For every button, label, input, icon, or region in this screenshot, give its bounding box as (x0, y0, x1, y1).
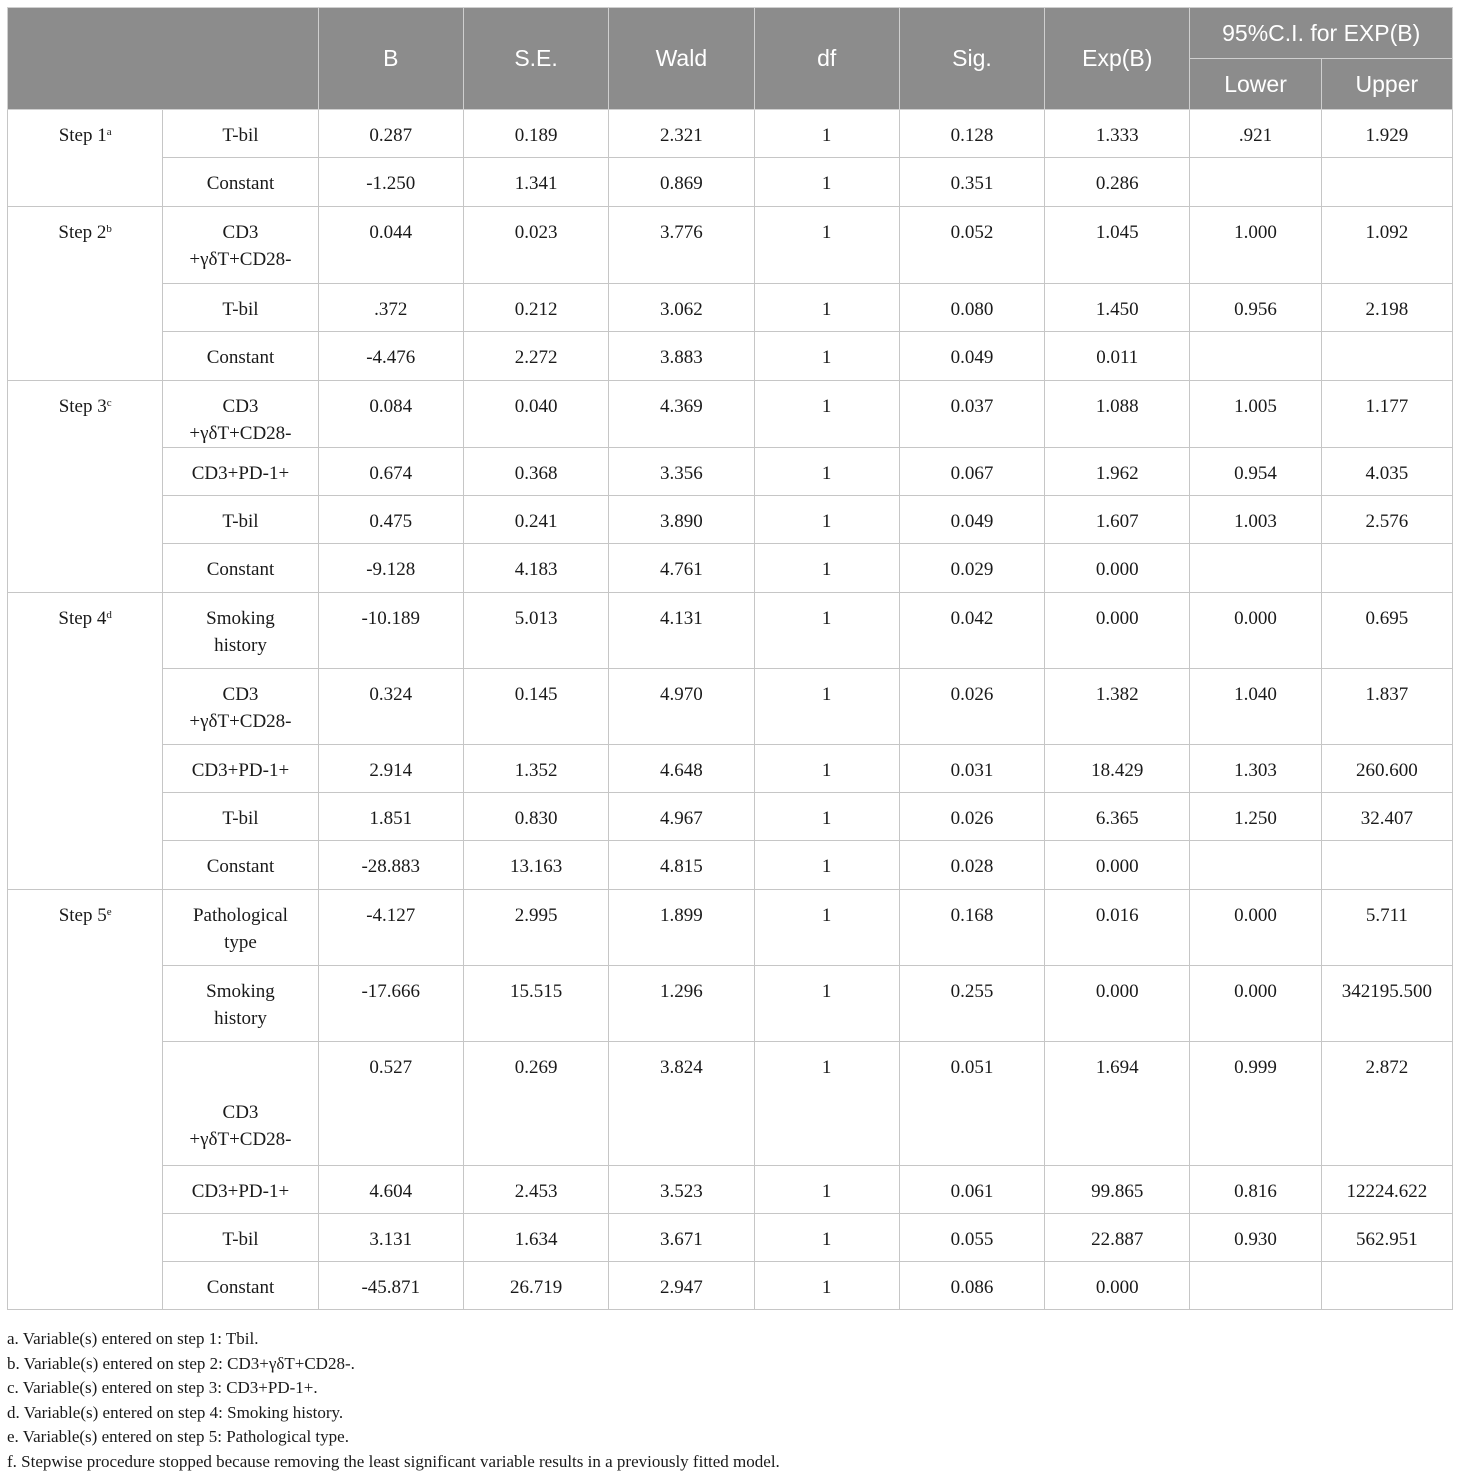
table-row (8, 793, 1453, 841)
table-row (8, 544, 1453, 593)
table-row (8, 1214, 1453, 1262)
cell-variable: T-bil (163, 1214, 318, 1262)
cell-variable: CD3+PD-1+ (163, 448, 318, 496)
step-footnote-mark: a (106, 126, 112, 138)
cell-ci-upper (1321, 158, 1452, 207)
cell-expb: 1.333 (1045, 110, 1190, 158)
cell-expb: 1.962 (1045, 448, 1190, 496)
cell-b: 0.527 (318, 1042, 463, 1166)
cell-b: -10.189 (318, 593, 463, 669)
cell-ci-upper (1321, 332, 1452, 381)
cell-df: 1 (754, 381, 899, 448)
table-row (8, 1042, 1453, 1166)
cell-se: 15.515 (463, 966, 608, 1042)
cell-wald: 1.899 (609, 890, 754, 966)
header-wald: Wald (609, 8, 754, 110)
footnote: d. Variable(s) entered on step 4: Smoking history. (7, 1402, 344, 1422)
cell-sig: 0.049 (899, 332, 1044, 381)
cell-variable: CD3 +γδT+CD28- (163, 1042, 318, 1166)
step-label-text: Step 5 (58, 905, 107, 926)
cell-se: 2.995 (463, 890, 608, 966)
table-row (8, 207, 1453, 284)
cell-ci-upper: 5.711 (1321, 890, 1452, 966)
cell-ci-upper (1321, 841, 1452, 890)
cell-wald: 4.131 (609, 593, 754, 669)
cell-ci-lower: 1.005 (1190, 381, 1321, 448)
cell-b: 0.475 (318, 496, 463, 544)
cell-sig: 0.067 (899, 448, 1044, 496)
cell-b: -4.127 (318, 890, 463, 966)
cell-variable: T-bil (163, 110, 318, 158)
cell-b: 0.674 (318, 448, 463, 496)
table-row (8, 669, 1453, 745)
cell-b: 3.131 (318, 1214, 463, 1262)
cell-ci-upper (1321, 544, 1452, 593)
cell-sig: 0.037 (899, 381, 1044, 448)
cell-expb: 0.286 (1045, 158, 1190, 207)
step-label (8, 890, 163, 1310)
cell-wald: 4.815 (609, 841, 754, 890)
step-label (8, 207, 163, 381)
step-label-text: Step 4 (58, 608, 107, 629)
cell-sig: 0.026 (899, 793, 1044, 841)
cell-df: 1 (754, 110, 899, 158)
table-row (8, 593, 1453, 669)
cell-ci-lower (1190, 158, 1321, 207)
table-row (8, 966, 1453, 1042)
cell-ci-upper: 1.177 (1321, 381, 1452, 448)
cell-variable: T-bil (163, 284, 318, 332)
cell-variable: CD3 +γδT+CD28- (163, 207, 318, 284)
step-label (8, 110, 163, 207)
cell-expb: 1.607 (1045, 496, 1190, 544)
cell-variable: CD3+PD-1+ (163, 1166, 318, 1214)
cell-wald: 0.869 (609, 158, 754, 207)
table-row (8, 841, 1453, 890)
cell-b: 0.044 (318, 207, 463, 284)
cell-b: .372 (318, 284, 463, 332)
header-df: df (754, 8, 899, 110)
cell-variable: Smoking history (163, 966, 318, 1042)
cell-expb: 0.000 (1045, 1262, 1190, 1310)
cell-df: 1 (754, 1042, 899, 1166)
cell-expb: 1.694 (1045, 1042, 1190, 1166)
step-label-text: Step 2 (58, 222, 107, 243)
step-label (8, 593, 163, 890)
cell-se: 2.453 (463, 1166, 608, 1214)
cell-variable: CD3 +γδT+CD28- (163, 669, 318, 745)
cell-se: 4.183 (463, 544, 608, 593)
cell-expb: 0.016 (1045, 890, 1190, 966)
cell-df: 1 (754, 745, 899, 793)
cell-expb: 0.000 (1045, 593, 1190, 669)
step-label (8, 381, 163, 593)
header-b: B (318, 8, 463, 110)
regression-table (7, 7, 1453, 1310)
cell-wald: 1.296 (609, 966, 754, 1042)
cell-df: 1 (754, 890, 899, 966)
cell-df: 1 (754, 966, 899, 1042)
cell-ci-upper: 32.407 (1321, 793, 1452, 841)
cell-ci-lower: 0.000 (1190, 593, 1321, 669)
cell-sig: 0.055 (899, 1214, 1044, 1262)
table-row (8, 158, 1453, 207)
table-row (8, 448, 1453, 496)
cell-ci-upper: 2.198 (1321, 284, 1452, 332)
cell-ci-upper: 2.576 (1321, 496, 1452, 544)
cell-wald: 3.883 (609, 332, 754, 381)
table-row (8, 284, 1453, 332)
cell-b: 0.324 (318, 669, 463, 745)
table-row (8, 1262, 1453, 1310)
cell-df: 1 (754, 593, 899, 669)
cell-ci-upper: 562.951 (1321, 1214, 1452, 1262)
cell-b: 2.914 (318, 745, 463, 793)
cell-ci-upper (1321, 1262, 1452, 1310)
footnotes (7, 1327, 1453, 1475)
cell-df: 1 (754, 448, 899, 496)
cell-variable: Constant (163, 841, 318, 890)
cell-variable: CD3 +γδT+CD28- (163, 381, 318, 448)
table-row (8, 496, 1453, 544)
cell-variable: T-bil (163, 496, 318, 544)
cell-sig: 0.026 (899, 669, 1044, 745)
cell-ci-lower (1190, 332, 1321, 381)
cell-expb: 0.000 (1045, 966, 1190, 1042)
cell-df: 1 (754, 496, 899, 544)
cell-sig: 0.061 (899, 1166, 1044, 1214)
cell-b: 0.084 (318, 381, 463, 448)
cell-ci-upper: 342195.500 (1321, 966, 1452, 1042)
cell-df: 1 (754, 158, 899, 207)
table-header (8, 8, 1453, 110)
cell-sig: 0.028 (899, 841, 1044, 890)
cell-df: 1 (754, 669, 899, 745)
cell-df: 1 (754, 207, 899, 284)
cell-sig: 0.168 (899, 890, 1044, 966)
cell-se: 1.341 (463, 158, 608, 207)
cell-ci-lower: 1.303 (1190, 745, 1321, 793)
cell-se: 0.269 (463, 1042, 608, 1166)
cell-se: 13.163 (463, 841, 608, 890)
cell-df: 1 (754, 793, 899, 841)
cell-b: -9.128 (318, 544, 463, 593)
cell-ci-upper: 1.929 (1321, 110, 1452, 158)
cell-se: 0.830 (463, 793, 608, 841)
cell-df: 1 (754, 284, 899, 332)
cell-ci-upper: 2.872 (1321, 1042, 1452, 1166)
footnote: f. Stepwise procedure stopped because removing the least significant variable results in a previously fitted model. (7, 1451, 780, 1471)
cell-se: 0.241 (463, 496, 608, 544)
cell-se: 1.352 (463, 745, 608, 793)
cell-df: 1 (754, 1166, 899, 1214)
cell-df: 1 (754, 841, 899, 890)
cell-ci-lower: 1.000 (1190, 207, 1321, 284)
cell-wald: 4.967 (609, 793, 754, 841)
step-label-text: Step 3 (58, 396, 107, 417)
table-row (8, 745, 1453, 793)
cell-sig: 0.051 (899, 1042, 1044, 1166)
cell-wald: 3.776 (609, 207, 754, 284)
cell-se: 0.212 (463, 284, 608, 332)
cell-wald: 2.947 (609, 1262, 754, 1310)
cell-ci-upper: 260.600 (1321, 745, 1452, 793)
cell-ci-lower: 0.816 (1190, 1166, 1321, 1214)
cell-variable: CD3+PD-1+ (163, 745, 318, 793)
cell-df: 1 (754, 544, 899, 593)
cell-sig: 0.128 (899, 110, 1044, 158)
cell-expb: 6.365 (1045, 793, 1190, 841)
cell-ci-upper: 12224.622 (1321, 1166, 1452, 1214)
cell-variable: Constant (163, 158, 318, 207)
step-footnote-mark: d (106, 609, 112, 621)
cell-sig: 0.255 (899, 966, 1044, 1042)
cell-wald: 3.824 (609, 1042, 754, 1166)
cell-se: 0.023 (463, 207, 608, 284)
cell-ci-lower: 1.040 (1190, 669, 1321, 745)
cell-b: 1.851 (318, 793, 463, 841)
cell-variable: Constant (163, 1262, 318, 1310)
table-body (8, 110, 1453, 1310)
footnote: a. Variable(s) entered on step 1: Tbil. (7, 1329, 259, 1348)
cell-se: 26.719 (463, 1262, 608, 1310)
cell-variable: Smoking history (163, 593, 318, 669)
cell-sig: 0.029 (899, 544, 1044, 593)
footnote: c. Variable(s) entered on step 3: CD3+PD-1+. (7, 1378, 318, 1398)
cell-df: 1 (754, 1262, 899, 1310)
cell-b: 0.287 (318, 110, 463, 158)
cell-expb: 1.088 (1045, 381, 1190, 448)
cell-sig: 0.031 (899, 745, 1044, 793)
cell-ci-lower: .921 (1190, 110, 1321, 158)
header-upper: Upper (1321, 59, 1452, 110)
cell-ci-lower: 0.000 (1190, 890, 1321, 966)
cell-wald: 4.369 (609, 381, 754, 448)
footnote: b. Variable(s) entered on step 2: CD3+γδT+CD28-. (7, 1353, 355, 1373)
cell-b: -28.883 (318, 841, 463, 890)
cell-wald: 3.062 (609, 284, 754, 332)
step-footnote-mark: e (106, 906, 112, 918)
cell-b: -4.476 (318, 332, 463, 381)
cell-se: 0.145 (463, 669, 608, 745)
cell-ci-lower: 0.956 (1190, 284, 1321, 332)
step-footnote-mark: b (106, 223, 112, 235)
header-blank (8, 8, 319, 110)
cell-ci-lower: 0.000 (1190, 966, 1321, 1042)
cell-wald: 4.761 (609, 544, 754, 593)
table-row (8, 890, 1453, 966)
cell-se: 2.272 (463, 332, 608, 381)
cell-ci-lower: 1.003 (1190, 496, 1321, 544)
cell-df: 1 (754, 332, 899, 381)
cell-variable: Pathological type (163, 890, 318, 966)
cell-se: 5.013 (463, 593, 608, 669)
cell-variable: Constant (163, 332, 318, 381)
cell-wald: 4.970 (609, 669, 754, 745)
cell-se: 0.368 (463, 448, 608, 496)
cell-se: 0.040 (463, 381, 608, 448)
cell-expb: 22.887 (1045, 1214, 1190, 1262)
header-se: S.E. (463, 8, 608, 110)
cell-expb: 1.450 (1045, 284, 1190, 332)
cell-expb: 0.000 (1045, 841, 1190, 890)
header-expb: Exp(B) (1045, 8, 1190, 110)
cell-ci-lower: 0.999 (1190, 1042, 1321, 1166)
cell-wald: 3.523 (609, 1166, 754, 1214)
cell-sig: 0.042 (899, 593, 1044, 669)
cell-variable: Constant (163, 544, 318, 593)
cell-sig: 0.052 (899, 207, 1044, 284)
cell-ci-lower (1190, 1262, 1321, 1310)
cell-expb: 99.865 (1045, 1166, 1190, 1214)
cell-ci-lower (1190, 841, 1321, 890)
cell-ci-upper: 1.837 (1321, 669, 1452, 745)
cell-expb: 0.011 (1045, 332, 1190, 381)
cell-b: -1.250 (318, 158, 463, 207)
cell-b: -17.666 (318, 966, 463, 1042)
header-ci-group: 95%C.I. for EXP(B) (1190, 8, 1453, 59)
cell-ci-upper: 1.092 (1321, 207, 1452, 284)
cell-ci-upper: 4.035 (1321, 448, 1452, 496)
cell-b: -45.871 (318, 1262, 463, 1310)
cell-expb: 18.429 (1045, 745, 1190, 793)
cell-b: 4.604 (318, 1166, 463, 1214)
cell-wald: 2.321 (609, 110, 754, 158)
cell-ci-lower: 0.930 (1190, 1214, 1321, 1262)
table-row (8, 332, 1453, 381)
cell-ci-upper: 0.695 (1321, 593, 1452, 669)
cell-wald: 3.890 (609, 496, 754, 544)
footnote: e. Variable(s) entered on step 5: Pathological type. (7, 1427, 349, 1447)
cell-wald: 4.648 (609, 745, 754, 793)
header-lower: Lower (1190, 59, 1321, 110)
cell-se: 1.634 (463, 1214, 608, 1262)
table-row (8, 381, 1453, 448)
cell-sig: 0.086 (899, 1262, 1044, 1310)
table-row (8, 110, 1453, 158)
cell-expb: 1.382 (1045, 669, 1190, 745)
cell-expb: 0.000 (1045, 544, 1190, 593)
cell-df: 1 (754, 1214, 899, 1262)
step-label-text: Step 1 (58, 125, 107, 146)
cell-se: 0.189 (463, 110, 608, 158)
cell-sig: 0.049 (899, 496, 1044, 544)
step-footnote-mark: c (106, 397, 112, 409)
cell-wald: 3.356 (609, 448, 754, 496)
cell-ci-lower (1190, 544, 1321, 593)
cell-ci-lower: 0.954 (1190, 448, 1321, 496)
cell-expb: 1.045 (1045, 207, 1190, 284)
cell-sig: 0.080 (899, 284, 1044, 332)
table-row (8, 1166, 1453, 1214)
cell-wald: 3.671 (609, 1214, 754, 1262)
cell-sig: 0.351 (899, 158, 1044, 207)
header-sig: Sig. (899, 8, 1044, 110)
cell-variable: T-bil (163, 793, 318, 841)
cell-ci-lower: 1.250 (1190, 793, 1321, 841)
